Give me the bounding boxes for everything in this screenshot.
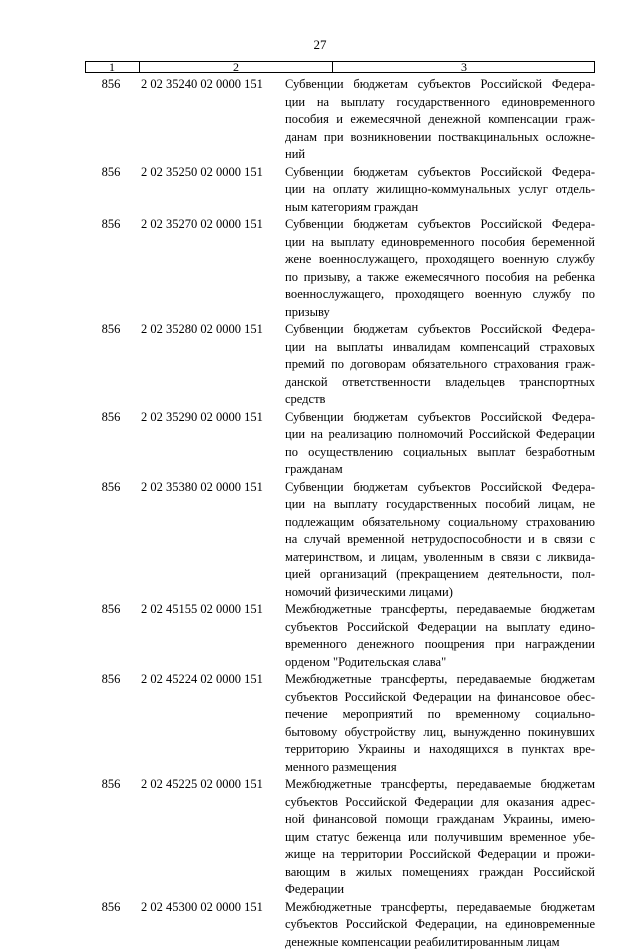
admin-code-cell: 856 xyxy=(85,671,137,689)
admin-code-cell: 856 xyxy=(85,321,137,339)
budget-code-cell: 2 02 45300 02 0000 151 xyxy=(141,899,333,917)
revenue-name-line: Межбюджетные трансферты, передаваемые бюджетам xyxy=(285,601,595,619)
table-row xyxy=(85,164,595,217)
revenue-name-line: менного размещения xyxy=(285,759,595,777)
revenue-name-line: щим статус беженца или получившим временное убе- xyxy=(285,829,595,847)
revenue-name-line: субъектов Российской Федерации на финансовое обес- xyxy=(285,689,595,707)
revenue-name-line: пособия и ежемесячной денежной компенсации граж- xyxy=(285,111,595,129)
revenue-name-line: Межбюджетные трансферты, передаваемые бюджетам xyxy=(285,899,595,917)
table-row xyxy=(85,479,595,602)
admin-code-cell: 856 xyxy=(85,479,137,497)
revenue-name-line: ции на реализацию полномочий Российской Федерации xyxy=(285,426,595,444)
column-header-1: 1 xyxy=(86,62,138,73)
revenue-name-line: ний xyxy=(285,146,595,164)
budget-code-cell: 2 02 45224 02 0000 151 xyxy=(141,671,333,689)
budget-code-cell: 2 02 45155 02 0000 151 xyxy=(141,601,333,619)
revenue-name-line: материнством, и лицам, уволенным в связи с ликвида- xyxy=(285,549,595,567)
table-row xyxy=(85,671,595,776)
revenue-name-line: по осуществлению социальных выплат безработным xyxy=(285,444,595,462)
revenue-name-line: Субвенции бюджетам субъектов Российской Федера- xyxy=(285,216,595,234)
revenue-name-line: бытовому обустройству лиц, вынужденно покинувших xyxy=(285,724,595,742)
revenue-name-cell xyxy=(285,776,595,899)
revenue-name-line: Субвенции бюджетам субъектов Российской Федера- xyxy=(285,479,595,497)
revenue-name-line: Субвенции бюджетам субъектов Российской Федера- xyxy=(285,164,595,182)
revenue-name-line: данам при возникновении поствакцинальных осложне- xyxy=(285,129,595,147)
admin-code-cell: 856 xyxy=(85,409,137,427)
budget-code-cell: 2 02 35270 02 0000 151 xyxy=(141,216,333,234)
revenue-name-line: жище на территории Российской Федерации и прожи- xyxy=(285,846,595,864)
table-row xyxy=(85,409,595,479)
revenue-name-cell xyxy=(285,479,595,602)
revenue-name-line: данской ответственности владельцев транспортных xyxy=(285,374,595,392)
revenue-name-line: Федерации xyxy=(285,881,595,899)
budget-code-cell: 2 02 35280 02 0000 151 xyxy=(141,321,333,339)
admin-code-cell: 856 xyxy=(85,601,137,619)
revenue-name-line: номочий физическими лицами) xyxy=(285,584,595,602)
table-row xyxy=(85,216,595,321)
revenue-name-line: ным категориям граждан xyxy=(285,199,595,217)
revenue-name-line: Межбюджетные трансферты, передаваемые бюджетам xyxy=(285,671,595,689)
table-row xyxy=(85,899,595,951)
column-header-3: 3 xyxy=(332,62,595,73)
budget-code-cell: 2 02 45225 02 0000 151 xyxy=(141,776,333,794)
revenue-name-line: ции на выплаты инвалидам компенсаций страховых xyxy=(285,339,595,357)
admin-code-cell: 856 xyxy=(85,164,137,182)
revenue-name-line: гражданам xyxy=(285,461,595,479)
revenue-name-line: по призыву, а также ежемесячного пособия на ребенка xyxy=(285,269,595,287)
table-row xyxy=(85,321,595,409)
revenue-name-line: орденом "Родительская слава" xyxy=(285,654,595,672)
revenue-name-line: подлежащим обязательному социальному страхованию xyxy=(285,514,595,532)
revenue-name-line: временного денежного поощрения при награждении xyxy=(285,636,595,654)
revenue-name-line: Субвенции бюджетам субъектов Российской Федера- xyxy=(285,409,595,427)
column-header-row xyxy=(85,61,595,73)
revenue-name-line: Субвенции бюджетам субъектов Российской Федера- xyxy=(285,76,595,94)
revenue-name-line: печение мероприятий по временному социально- xyxy=(285,706,595,724)
admin-code-cell: 856 xyxy=(85,899,137,917)
admin-code-cell: 856 xyxy=(85,76,137,94)
revenue-name-line: ции на оплату жилищно-коммунальных услуг отдель- xyxy=(285,181,595,199)
revenue-name-line: субъектов Российской Федерации на выплату едино- xyxy=(285,619,595,637)
revenue-name-line: премий по договорам обязательного страхования граж- xyxy=(285,356,595,374)
revenue-name-line: Межбюджетные трансферты, передаваемые бюджетам xyxy=(285,776,595,794)
table-body xyxy=(85,76,595,951)
admin-code-cell: 856 xyxy=(85,776,137,794)
revenue-name-line: Субвенции бюджетам субъектов Российской Федера- xyxy=(285,321,595,339)
revenue-name-line: субъектов Российской Федерации для оказания адрес- xyxy=(285,794,595,812)
revenue-name-line: территорию Украины и находящихся в пунктах вре- xyxy=(285,741,595,759)
page-number: 27 xyxy=(0,37,640,53)
table-row xyxy=(85,776,595,899)
revenue-name-line: призыву xyxy=(285,304,595,322)
revenue-name-line: ции на выплату государственного единовременного xyxy=(285,94,595,112)
table-row xyxy=(85,76,595,164)
revenue-name-line: цией организаций (прекращением деятельности, пол- xyxy=(285,566,595,584)
revenue-name-line: ции на выплату государственных пособий лицам, не xyxy=(285,496,595,514)
budget-code-cell: 2 02 35250 02 0000 151 xyxy=(141,164,333,182)
revenue-name-line: военнослужащего, проходящего военную службу по xyxy=(285,286,595,304)
revenue-name-line: субъектов Российской Федерации, на единовременные xyxy=(285,916,595,934)
revenue-name-line: средств xyxy=(285,391,595,409)
revenue-name-line: ции на выплату единовременного пособия беременной xyxy=(285,234,595,252)
revenue-name-line: денежные компенсации реабилитированным лицам xyxy=(285,934,595,951)
budget-code-cell: 2 02 35290 02 0000 151 xyxy=(141,409,333,427)
revenue-name-line: вающим в жилых помещениях граждан Российской xyxy=(285,864,595,882)
table-row xyxy=(85,601,595,671)
budget-code-cell: 2 02 35380 02 0000 151 xyxy=(141,479,333,497)
budget-code-cell: 2 02 35240 02 0000 151 xyxy=(141,76,333,94)
revenue-name-line: на случай временной нетрудоспособности и в связи с xyxy=(285,531,595,549)
admin-code-cell: 856 xyxy=(85,216,137,234)
column-header-2: 2 xyxy=(139,62,332,73)
revenue-name-line: жене военнослужащего, проходящего военную службу xyxy=(285,251,595,269)
revenue-name-line: ной финансовой помощи гражданам Украины, имею- xyxy=(285,811,595,829)
